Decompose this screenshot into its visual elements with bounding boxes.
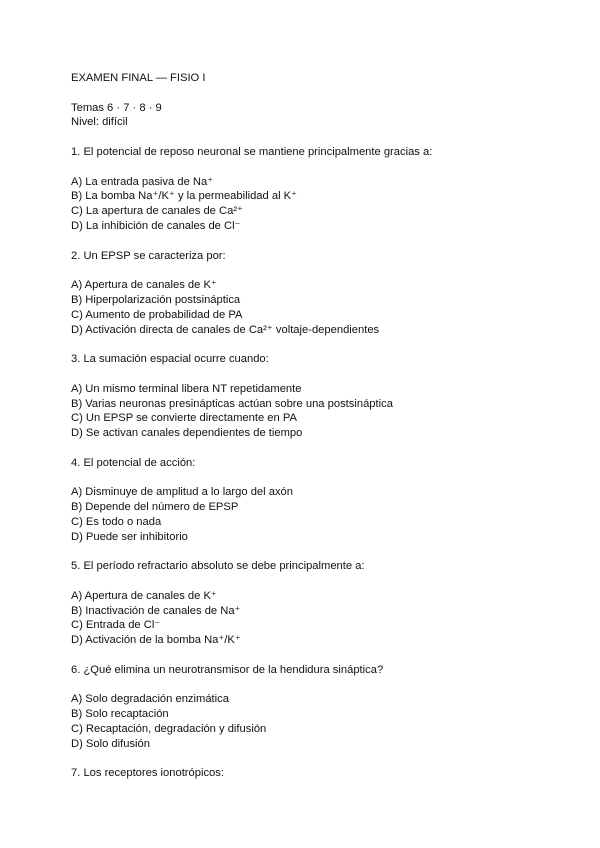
answer-option: C) Un EPSP se convierte directamente en PA	[71, 412, 297, 425]
spacer	[71, 234, 580, 249]
spacer	[71, 752, 580, 767]
answer-option: B) La bomba Na⁺/K⁺ y la permeabilidad al K⁺	[71, 190, 298, 203]
answer-option: A) La entrada pasiva de Na⁺	[71, 175, 214, 188]
question-prompt: 6. ¿Qué elimina un neurotransmisor de la hendidura sináptica?	[71, 663, 384, 676]
exam-page	[71, 71, 580, 781]
question-list	[71, 145, 580, 781]
spacer	[71, 130, 580, 145]
answer-option: D) Puede ser inhibitorio	[71, 530, 188, 543]
spacer	[71, 471, 580, 486]
spacer	[71, 337, 580, 352]
spacer	[71, 263, 580, 278]
answer-option: D) Activación de la bomba Na⁺/K⁺	[71, 634, 241, 647]
answer-option: A) Disminuye de amplitud a lo largo del axón	[71, 486, 294, 499]
answer-option: D) Solo difusión	[71, 737, 150, 750]
answer-option: A) Un mismo terminal libera NT repetidamente	[71, 382, 302, 395]
answer-option: A) Apertura de canales de K⁺	[71, 279, 217, 292]
answer-option: C) La apertura de canales de Ca²⁺	[71, 205, 243, 218]
answer-option: D) Activación directa de canales de Ca²⁺ voltaje-dependientes	[71, 323, 380, 336]
exam-title: EXAMEN FINAL — FISIO I	[71, 72, 206, 84]
question-prompt: 2. Un EPSP se caracteriza por:	[71, 249, 226, 262]
answer-option: D) La inhibición de canales de Cl⁻	[71, 219, 241, 232]
question-block	[71, 766, 580, 781]
question-prompt: 5. El período refractario absoluto se debe principalmente a:	[71, 560, 365, 573]
answer-option: B) Inactivación de canales de Na⁺	[71, 604, 241, 617]
spacer	[71, 678, 580, 693]
exam-topics: Temas 6 · 7 · 8 · 9	[71, 101, 162, 114]
spacer	[71, 86, 580, 101]
question-prompt: 7. Los receptores ionotrópicos:	[71, 767, 224, 780]
answer-option: A) Apertura de canales de K⁺	[71, 589, 217, 602]
answer-option: C) Es todo o nada	[71, 515, 162, 528]
answer-option: C) Aumento de probabilidad de PA	[71, 308, 243, 321]
question-prompt: 1. El potencial de reposo neuronal se mantiene principalmente gracias a:	[71, 145, 433, 158]
question-block	[71, 456, 580, 560]
answer-option: A) Solo degradación enzimática	[71, 693, 229, 706]
exam-level: Nivel: difícil	[71, 116, 128, 129]
question-block	[71, 663, 580, 767]
answer-option: C) Recaptación, degradación y difusión	[71, 723, 267, 736]
answer-option: B) Varias neuronas presinápticas actúan sobre una postsináptica	[71, 397, 393, 410]
spacer	[71, 367, 580, 382]
question-block	[71, 352, 580, 456]
spacer	[71, 574, 580, 589]
question-prompt: 4. El potencial de acción:	[71, 456, 196, 469]
answer-option: D) Se activan canales dependientes de tiempo	[71, 427, 303, 440]
answer-option: B) Depende del número de EPSP	[71, 501, 239, 514]
question-prompt: 3. La sumación espacial ocurre cuando:	[71, 353, 269, 366]
spacer	[71, 441, 580, 456]
spacer	[71, 160, 580, 175]
spacer	[71, 648, 580, 663]
question-block	[71, 145, 580, 249]
question-block	[71, 249, 580, 353]
answer-option: B) Hiperpolarización postsináptica	[71, 293, 241, 306]
answer-option: B) Solo recaptación	[71, 708, 169, 721]
answer-option: C) Entrada de Cl⁻	[71, 619, 161, 632]
spacer	[71, 545, 580, 560]
question-block	[71, 559, 580, 663]
